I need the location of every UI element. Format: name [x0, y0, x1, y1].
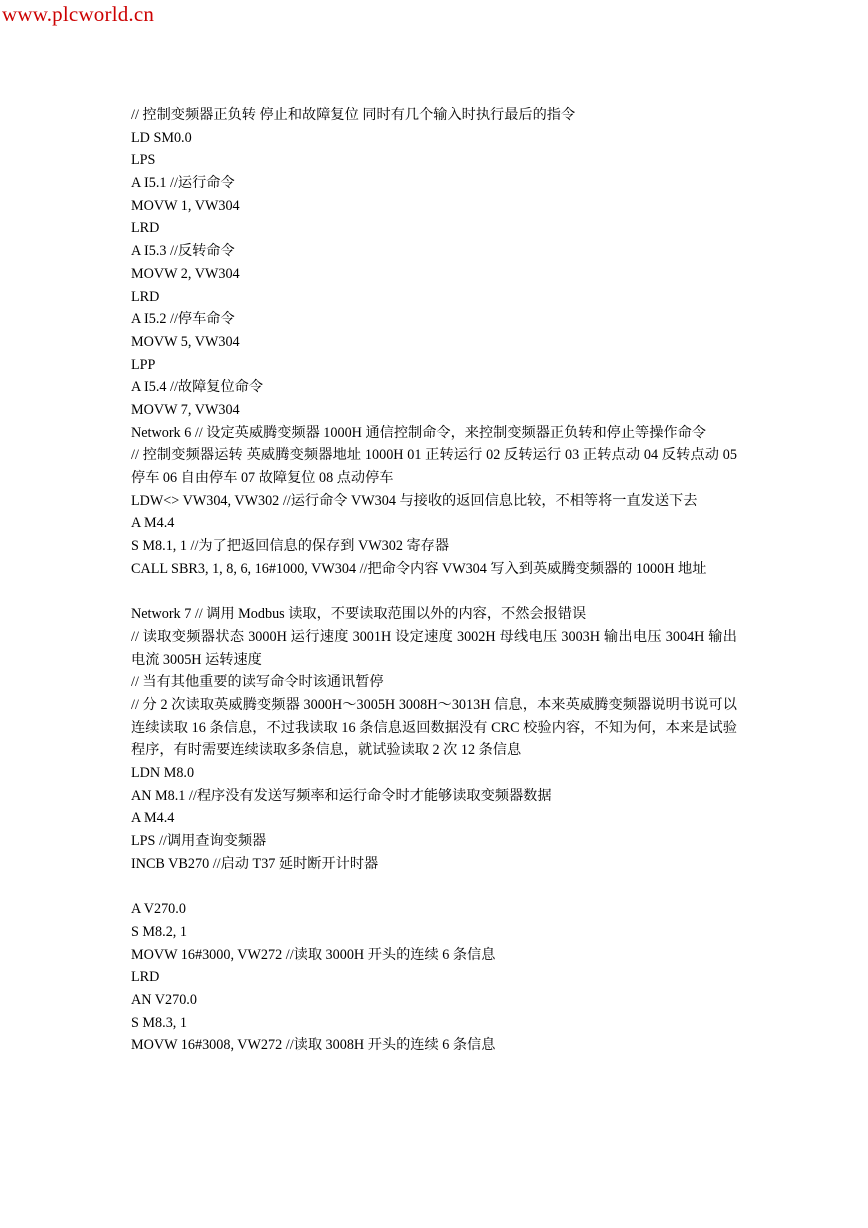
- comment-paragraph: // 读取变频器状态 3000H 运行速度 3001H 设定速度 3002H 母线电压 3003H 输出电压 3004H 输出电流 3005H 运转速度: [131, 628, 737, 668]
- code-line: LDW<> VW304, VW302 //运行命令 VW304 与接收的返回信息比较，不相等将一直发送下去: [131, 492, 698, 509]
- site-watermark: www.plcworld.cn: [2, 2, 155, 26]
- code-line: S M8.2, 1: [131, 923, 187, 940]
- code-line: MOVW 5, VW304: [131, 333, 240, 350]
- blank-line: [131, 876, 737, 899]
- code-line: AN M8.1 //程序没有发送写频率和运行命令时才能够读取变频器数据: [131, 787, 552, 804]
- code-line: S M8.3, 1: [131, 1014, 187, 1031]
- code-line: A M4.4: [131, 515, 175, 532]
- code-line: S M8.1, 1 //为了把返回信息的保存到 VW302 寄存器: [131, 538, 450, 555]
- code-line: AN V270.0: [131, 991, 197, 1008]
- code-line: LRD: [131, 288, 160, 305]
- document-body: [131, 104, 737, 1057]
- code-line: A I5.4 //故障复位命令: [131, 379, 264, 396]
- code-line: LPS //调用查询变频器: [131, 833, 267, 850]
- network-7-header: Network 7 // 调用 Modbus 读取，不要读取范围以外的内容，不然会报错误: [131, 606, 587, 623]
- code-line: LRD: [131, 969, 160, 986]
- code-line: INCB VB270 //启动 T37 延时断开计时器: [131, 855, 379, 872]
- code-line: LRD: [131, 220, 160, 237]
- code-line: MOVW 16#3000, VW272 //读取 3000H 开头的连续 6 条信息: [131, 946, 496, 963]
- code-line: MOVW 16#3008, VW272 //读取 3008H 开头的连续 6 条信息: [131, 1037, 496, 1054]
- comment-line: // 当有其他重要的读写命令时该通讯暂停: [131, 674, 384, 691]
- code-line: LD SM0.0: [131, 129, 192, 146]
- code-line: MOVW 7, VW304: [131, 401, 240, 418]
- comment-paragraph: // 控制变频器运转 英威腾变频器地址 1000H 01 正转运行 02 反转运行 03 正转点动 04 反转点动 05 停车 06 自由停车 07 故障复位 08 点动停车: [131, 447, 737, 487]
- comment-paragraph: // 分 2 次读取英威腾变频器 3000H～3005H 3008H～3013H 信息，本来英威腾变频器说明书说可以连续读取 16 条信息，不过我读取 16 条信息返回数据没有 CRC 校验内容，不知为何，本来是试验程序，有时需要连续读取多条信息，就试验读取 2 次 12 条信息: [131, 696, 737, 759]
- code-line: A M4.4: [131, 810, 175, 827]
- code-line: LPS: [131, 152, 156, 169]
- code-line: LDN M8.0: [131, 765, 195, 782]
- code-line: CALL SBR3, 1, 8, 6, 16#1000, VW304 //把命令内容 VW304 写入到英威腾变频器的 1000H 地址: [131, 560, 707, 577]
- network-6-header: Network 6 // 设定英威腾变频器 1000H 通信控制命令，来控制变频器正负转和停止等操作命令: [131, 424, 706, 441]
- code-line: MOVW 1, VW304: [131, 197, 240, 214]
- code-line: A I5.1 //运行命令: [131, 175, 235, 192]
- code-line: A I5.2 //停车命令: [131, 311, 235, 328]
- blank-line: [131, 581, 737, 604]
- code-line: A V270.0: [131, 901, 186, 918]
- code-line: LPP: [131, 356, 156, 373]
- code-line: A I5.3 //反转命令: [131, 243, 235, 260]
- comment-line: // 控制变频器正负转 停止和故障复位 同时有几个输入时执行最后的指令: [131, 107, 576, 123]
- code-line: MOVW 2, VW304: [131, 265, 240, 282]
